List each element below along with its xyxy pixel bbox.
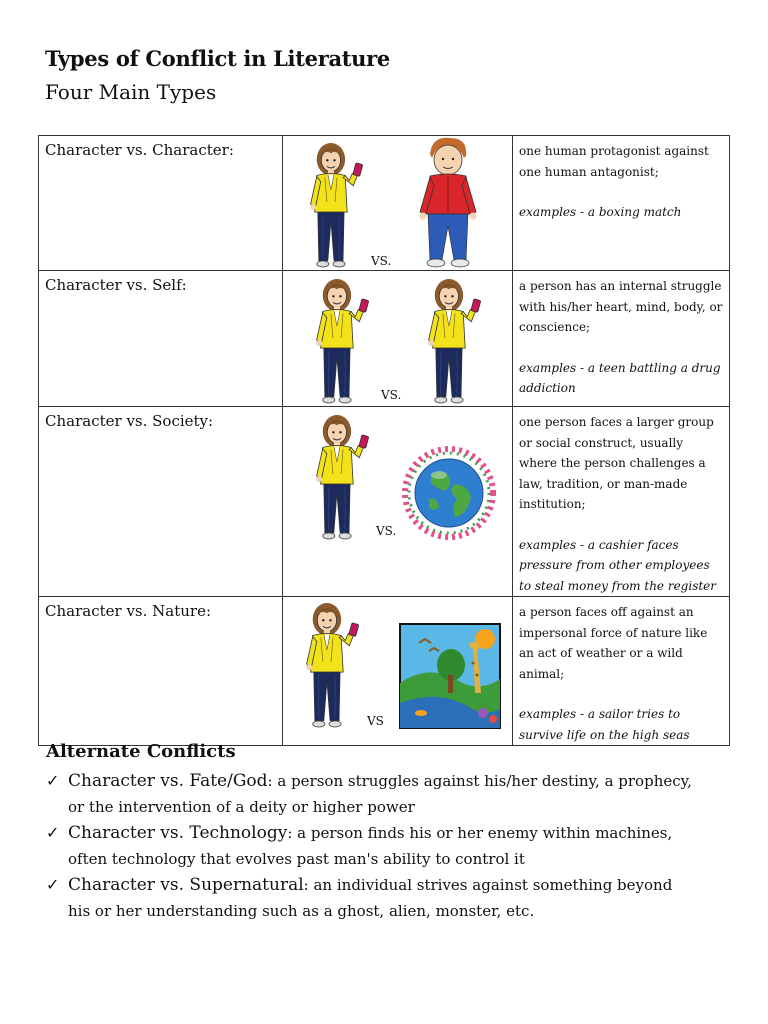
checkmark-icon: ✓ [46, 771, 60, 790]
conflict-description-cell [513, 597, 730, 746]
list-item [46, 768, 736, 820]
boy-figure-icon [398, 136, 498, 270]
conflict-illustration [283, 136, 513, 271]
globe-icon [401, 445, 497, 541]
alternate-conflict-text-cont: his or her understanding such as a ghost, alien, monster, etc. [68, 902, 535, 920]
conflict-example: examples - a cashier faces pressure from other employees to steal money from the register [519, 537, 717, 593]
conflict-name: Character vs. Society: [39, 407, 283, 597]
conflict-illustration [283, 597, 513, 746]
conflict-name: Character vs. Nature: [39, 597, 283, 746]
table-row [39, 407, 730, 597]
vs-label: VS. [376, 524, 397, 538]
conflict-illustration [283, 271, 513, 407]
conflict-example: examples - a boxing match [519, 205, 682, 219]
alternate-conflict-name: Character vs. Fate/God [68, 771, 268, 791]
alternate-conflict-text: : an individual strives against something beyond [303, 876, 673, 894]
girl-figure-icon [305, 141, 365, 269]
alternate-conflict-text-cont: or the intervention of a deity or higher power [68, 798, 415, 816]
alternate-conflict-name: Character vs. Supernatural [68, 875, 304, 895]
alternate-conflict-text: : a person finds his or her enemy within machines, [287, 824, 673, 842]
conflict-description: one person faces a larger group or social construct, usually where the person challenges a law, tradition, or man-made institution; [519, 415, 714, 511]
table-row [39, 136, 730, 271]
nature-scene-icon [399, 623, 501, 729]
conflict-description-cell [513, 136, 730, 271]
conflict-description: one human protagonist against one human antagonist; [519, 144, 709, 179]
conflict-name: Character vs. Character: [39, 136, 283, 271]
conflict-name: Character vs. Self: [39, 271, 283, 407]
conflict-example: examples - a sailor tries to survive life on the high seas [519, 707, 690, 742]
girl-figure-icon [311, 413, 371, 541]
vs-label: VS [367, 714, 384, 728]
conflict-description: a person has an internal struggle with his/her heart, mind, body, or conscience; [519, 279, 723, 334]
checkmark-icon: ✓ [46, 823, 60, 842]
girl-figure-icon [311, 277, 371, 405]
table-row [39, 271, 730, 407]
conflict-description-cell [513, 407, 730, 597]
list-item [46, 872, 736, 924]
list-item [46, 820, 736, 872]
girl-figure-icon [423, 277, 483, 405]
alternate-conflicts-heading: Alternate Conflicts [46, 741, 236, 762]
alternate-conflict-name: Character vs. Technology [68, 823, 288, 843]
vs-label: VS. [381, 388, 402, 402]
conflict-example: examples - a teen battling a drug addiction [519, 360, 721, 395]
alternate-conflict-text-cont: often technology that evolves past man's ability to control it [68, 850, 525, 868]
table-row [39, 597, 730, 746]
conflict-description-cell [513, 271, 730, 407]
page-title: Types of Conflict in Literature [45, 46, 390, 71]
alternate-conflicts-list [46, 768, 736, 924]
page-subtitle: Four Main Types [45, 80, 217, 104]
vs-label: VS. [371, 254, 392, 268]
checkmark-icon: ✓ [46, 875, 60, 894]
alternate-conflict-text: : a person struggles against his/her destiny, a prophecy, [267, 772, 692, 790]
conflict-types-table [38, 135, 730, 746]
conflict-illustration [283, 407, 513, 597]
girl-figure-icon [301, 601, 361, 729]
conflict-description: a person faces off against an impersonal force of nature like an act of weather or a wild animal; [519, 605, 708, 681]
